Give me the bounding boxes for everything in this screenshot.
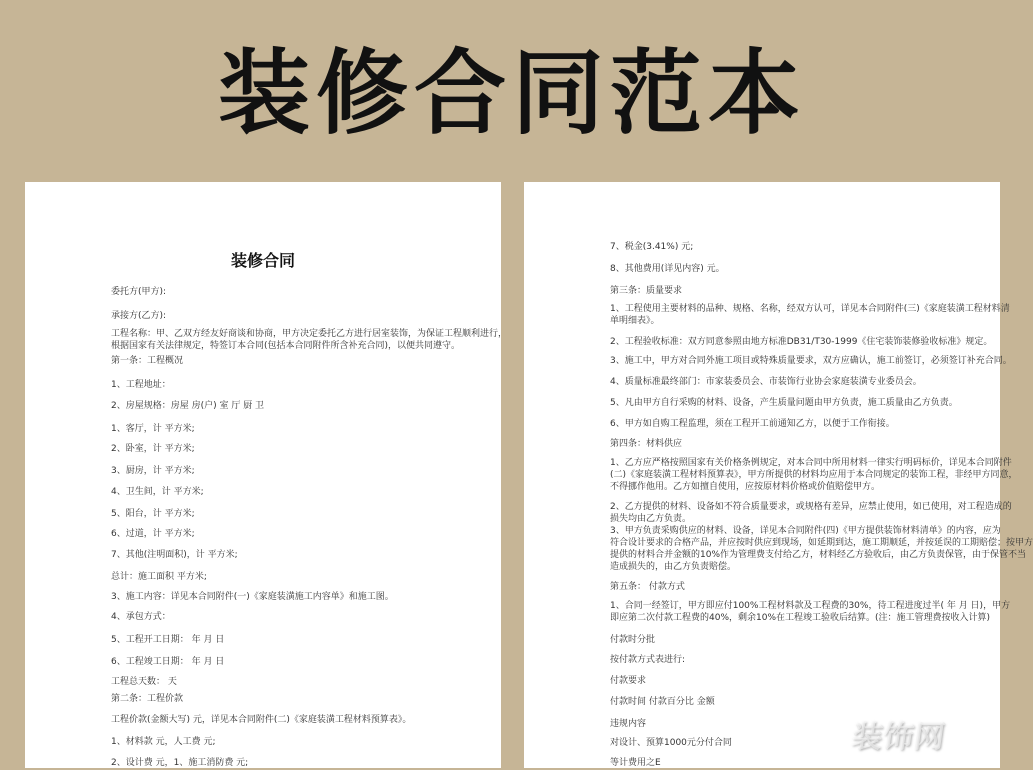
document-line: 3、厨房，计 平方米; [111, 466, 195, 476]
document-line: 承接方(乙方): [111, 311, 167, 321]
document-title: 装修合同 [230, 251, 295, 270]
document-line: 提供的材料合并金额的10%作为管理费支付给乙方，材料经乙方验收后，由乙方负责保管，由于保管不当 [610, 550, 1027, 560]
document-line: 第四条：材料供应 [610, 439, 683, 449]
document-line: 6、甲方如自购工程监理，须在工程开工前通知乙方，以便于工作衔接。 [610, 419, 895, 429]
document-line: 2、工程验收标准：双方同意参照由地方标准DB31/T30-1999《住宅装饰装修验收标准》规定。 [610, 337, 993, 347]
document-line: 1、客厅，计 平方米; [111, 424, 195, 434]
document-line: 7、其他(注明面积)，计 平方米; [111, 550, 238, 560]
document-line: 等计费用之E [610, 758, 661, 768]
document-line: 符合设计要求的合格产品，并应按时供应到现场，如延期到达，施工期顺延，并按延误的工期赔偿；按甲方 [610, 538, 1033, 548]
document-line: 造成损失的，由乙方负责赔偿。 [610, 562, 737, 572]
document-line: 第二条：工程价款 [111, 694, 184, 704]
document-line: 5、阳台，计 平方米; [111, 509, 195, 519]
banner-title: 装修合同范本 [217, 39, 806, 147]
contract-page-right [524, 182, 1033, 768]
document-line: 2、房屋规格：房屋 房(户) 室 厅 厨 卫 [111, 401, 265, 411]
document-line: (二)《家庭装潢工程材料预算表》，甲方所提供的材料均应用于本合同规定的装饰工程，非经甲方同意， [610, 470, 1018, 480]
document-line: 付款时分批 [610, 635, 656, 645]
document-line: 6、工程竣工日期： 年 月 日 [111, 657, 225, 667]
document-line: 3、甲方负责采购供应的材料、设备，详见本合同附件(四)《甲方提供装饰材料清单》的内容，应为 [610, 526, 1001, 536]
document-line: 2、设计费 元，1、施工消防费 元; [111, 758, 249, 768]
document-line: 2、卧室，计 平方米; [111, 444, 195, 454]
document-line: 付款时间 付款百分比 金额 [610, 697, 715, 707]
document-line: 即应第二次付款工程费的40%，剩余10%在工程竣工验收后结算。(注：施工管理费按收入计算) [610, 613, 991, 623]
document-line: 3、施工内容：详见本合同附件(一)《家庭装潢施工内容单》和施工图。 [111, 592, 394, 602]
contract-page-left [25, 182, 508, 768]
document-line: 第一条：工程概况 [111, 356, 184, 366]
document-line: 4、卫生间，计 平方米; [111, 487, 204, 497]
document-line: 第三条：质量要求 [610, 286, 683, 296]
document-line: 委托方(甲方): [111, 287, 167, 297]
document-line: 第五条： 付款方式 [610, 582, 685, 592]
document-line: 1、合同一经签订，甲方即应付100%工程材料款及工程费的30%，待工程进度过半( 年 月 日)，甲方 [610, 601, 1011, 611]
document-line: 损失均由乙方负责。 [610, 514, 692, 524]
document-line: 不得挪作他用。乙方如擅自使用，应按原材料价格或价值赔偿甲方。 [610, 482, 881, 492]
document-line: 2、乙方提供的材料、设备如不符合质量要求，或规格有差异，应禁止使用，如已使用，对工程造成的 [610, 502, 1012, 512]
document-line: 1、材料款 元，人工费 元; [111, 737, 216, 747]
document-line: 根据国家有关法律规定，特签订本合同(包括本合同附件所含补充合同)，以便共同遵守。 [111, 341, 461, 351]
document-line: 7、税金(3.41%) 元; [610, 242, 694, 252]
document-line: 3、施工中，甲方对合同外施工项目或特殊质量要求，双方应确认，施工前签订，必须签订补充合同。 [610, 356, 1012, 366]
document-line: 6、过道，计 平方米; [111, 529, 195, 539]
document-line: 工程名称：甲、乙双方经友好商谈和协商，甲方决定委托乙方进行居室装饰，为保证工程顺利进行， [111, 329, 508, 339]
document-line: 1、工程使用主要材料的品种、规格、名称，经双方认可，详见本合同附件(三)《家庭装潢工程材料清 [610, 304, 1010, 314]
site-watermark: 装饰网 [849, 720, 948, 755]
document-line: 工程总天数： 天 [111, 677, 177, 687]
document-line: 1、工程地址： [111, 380, 171, 390]
document-line: 单明细表》。 [610, 316, 660, 326]
document-line: 5、凡由甲方自行采购的材料、设备，产生质量问题由甲方负责，施工质量由乙方负责。 [610, 398, 958, 408]
document-line: 按付款方式表进行: [610, 655, 686, 665]
document-line: 对设计、预算1000元分付合同 [610, 738, 732, 748]
document-line: 4、承包方式： [111, 612, 171, 622]
document-line: 8、其他费用(详见内容) 元。 [610, 264, 725, 274]
document-line: 付款要求 [610, 676, 647, 686]
document-line: 5、工程开工日期： 年 月 日 [111, 635, 225, 645]
document-line: 1、乙方应严格按照国家有关价格条例规定，对本合同中所用材料一律实行明码标价，详见本合同附件 [610, 458, 1012, 468]
document-line: 4、质量标准最终部门：市家装委员会、市装饰行业协会家庭装潢专业委员会。 [610, 377, 922, 387]
document-line: 工程价款(金额大写) 元，详见本合同附件(二)《家庭装潢工程材料预算表》。 [111, 715, 412, 725]
document-line: 违规内容 [610, 719, 647, 729]
document-line: 总计：施工面积 平方米; [111, 572, 207, 582]
